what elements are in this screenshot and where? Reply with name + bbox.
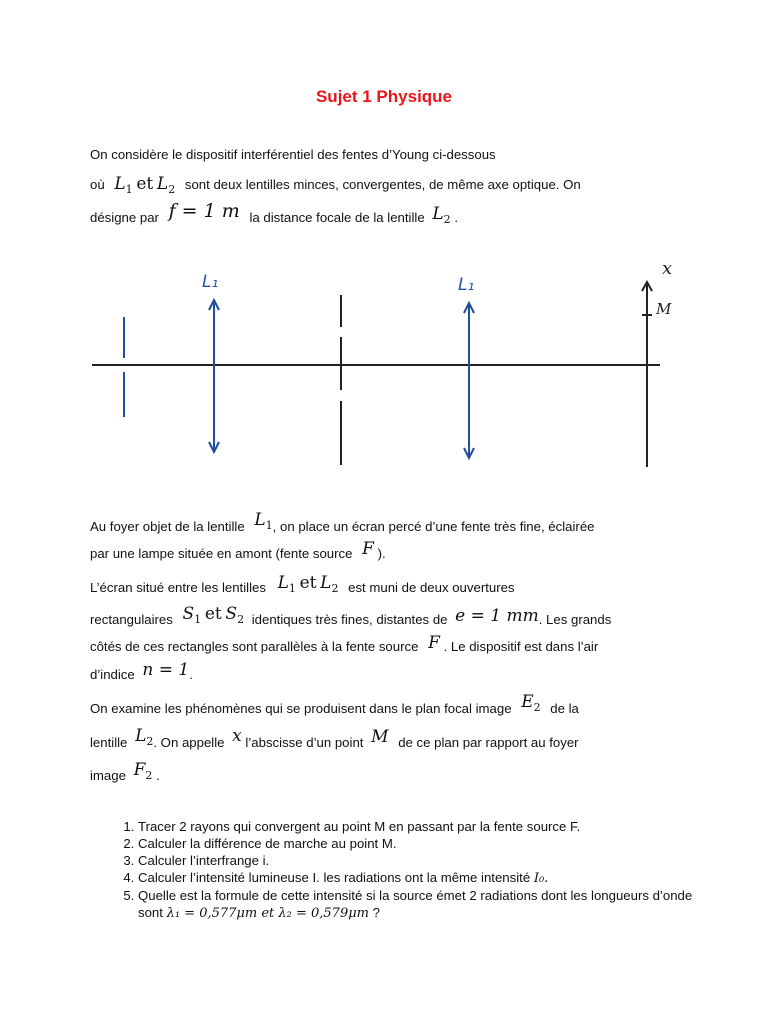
- intro-line-1: On considère le dispositif interférentiel des fentes d’Young ci-dessous: [90, 147, 496, 162]
- symbol-E2: $E_2$: [521, 692, 541, 714]
- symbol-L1: $L_1$: [114, 174, 133, 196]
- page-title: Sujet 1 Physique: [315, 87, 453, 106]
- lens-L1-label: L₁: [202, 272, 219, 292]
- symbol-F: F: [362, 539, 374, 559]
- question-4: 4. Calculer l’intensité lumineuse I. les radiations ont la même intensité I₀.: [138, 869, 698, 887]
- index-equation: n = 1: [142, 660, 190, 680]
- slit-distance-equation: e = 1 mm: [455, 606, 539, 626]
- intro-line-3: désigne par f = 1 m la distance focale de la lentille $L_2$ .: [90, 200, 458, 226]
- intro-line-2: où $L_1$ et $L_2$ sont deux lentilles minces, convergentes, de même axe optique. On: [90, 174, 581, 196]
- para2-line-4: d’indice n = 1.: [90, 660, 193, 682]
- question-5: 5. Quelle est la formule de cette intensité si la source émet 2 radiations dont les longueurs d’onde sont λ₁ = 0,577μm et λ₂ = 0,579μm ?: [138, 887, 698, 922]
- para1-line-2: par une lampe située en amont (fente source F ).: [90, 539, 386, 561]
- symbol-L2: $L_2$: [432, 204, 451, 226]
- question-1: 1. Tracer 2 rayons qui convergent au point M en passant par la fente source F.: [138, 818, 698, 835]
- x-axis-label: x: [662, 258, 673, 279]
- para3-line-1: On examine les phénomènes qui se produisent dans le plan focal image $E_2$ de la: [90, 692, 579, 716]
- symbol-F: F: [428, 633, 440, 653]
- symbol-L2: $L_2$: [135, 726, 154, 748]
- symbol-L1: $L_1$: [277, 573, 296, 595]
- para3-line-2: lentille $L_2$. On appelle x l’abscisse d’un point M de ce plan par rapport au foyer: [90, 726, 579, 750]
- symbol-L2: $L_2$: [320, 573, 339, 595]
- para1-line-1: Au foyer objet de la lentille $L_1$, on place un écran percé d’une fente très fine, éclairée: [90, 510, 595, 534]
- symbol-L1: $L_1$: [254, 510, 273, 532]
- question-2: 2. Calculer la différence de marche au point M.: [138, 835, 698, 852]
- question-3: 3. Calculer l’interfrange i.: [138, 852, 698, 869]
- symbol-L2: $L_2$: [156, 174, 176, 196]
- symbol-S2: $S_2$: [225, 604, 245, 626]
- point-M-label: M: [656, 300, 672, 318]
- symbol-x: x: [232, 726, 242, 746]
- para3-line-3: image $F_2$ .: [90, 760, 160, 783]
- symbol-M: M: [371, 727, 389, 747]
- questions-list: [106, 818, 698, 922]
- focal-length-equation: f = 1 m: [168, 200, 240, 222]
- young-slits-diagram: [0, 255, 768, 485]
- para2-line-3: côtés de ces rectangles sont parallèles à la fente source F . Le dispositif est dans l’air: [90, 633, 599, 654]
- para2-line-1: L’écran situé entre les lentilles $L_1$ et $L_2$ est muni de deux ouvertures: [90, 573, 515, 595]
- para2-line-2: rectangulaires $S_1$ et $S_2$ identiques très fines, distantes de e = 1 mm. Les grands: [90, 604, 612, 627]
- symbol-F2: $F_2$: [133, 760, 153, 782]
- symbol-S1: $S_1$: [182, 604, 202, 626]
- lens-L2-label: L₁: [458, 275, 475, 295]
